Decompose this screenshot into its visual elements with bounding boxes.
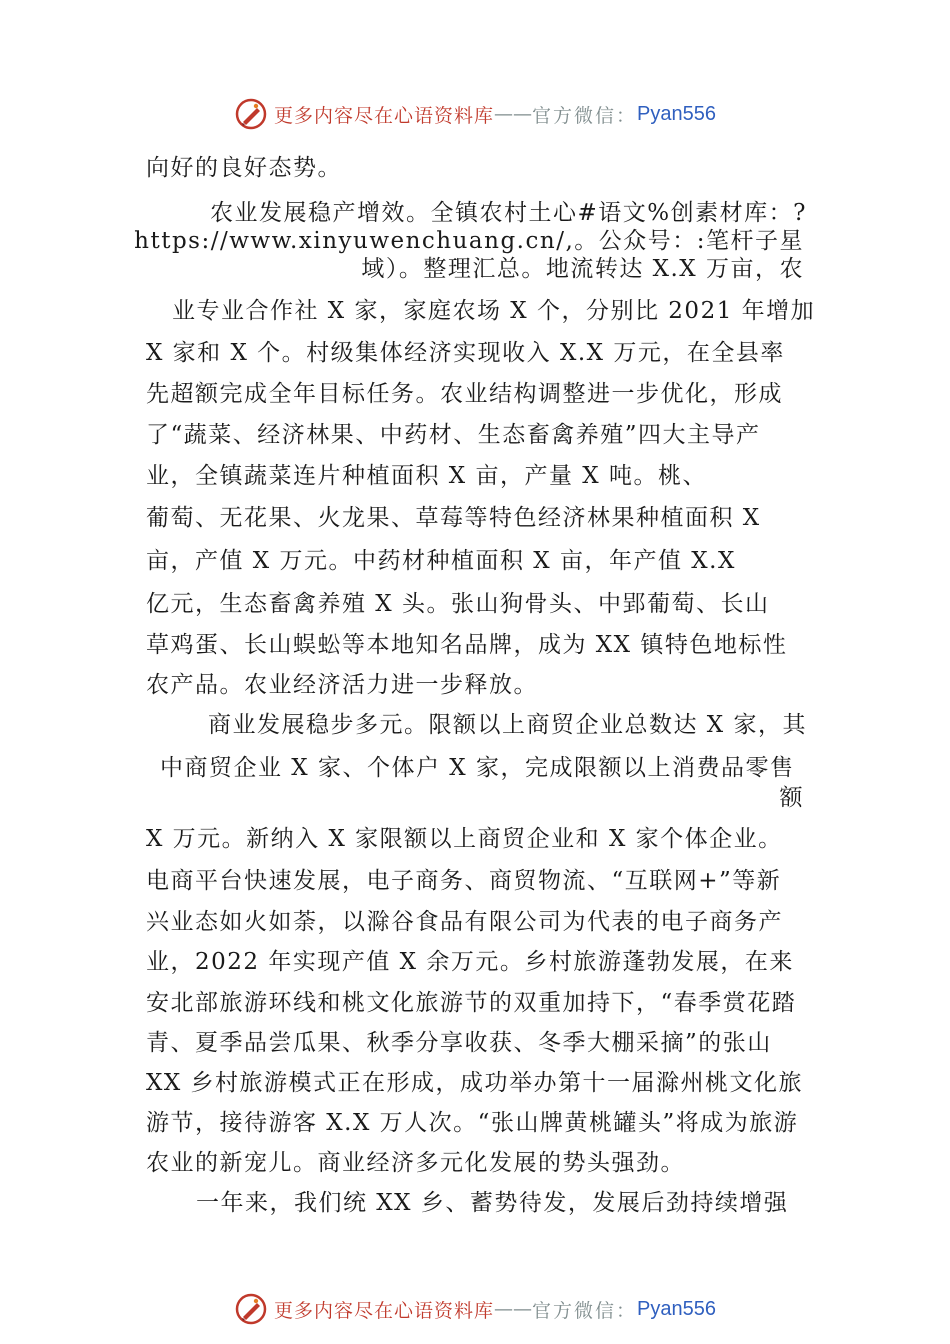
text-line: 了“蔬菜、经济林果、中药材、生态畜禽养殖”四大主导产 (146, 422, 761, 448)
text-line: 一年来，我们统 XX 乡、蓄势待发，发展后劲持续增强 (196, 1190, 789, 1216)
banner-wechat-label: 官方微信： (532, 104, 638, 127)
text-line: 葡萄、无花果、火龙果、草莓等特色经济林果种植面积 X (146, 505, 761, 531)
text-line: 业，2022 年实现产值 X 余万元。乡村旅游蓬勃发展，在来 (146, 949, 794, 975)
banner-wechat-label: 官方微信： (532, 1299, 638, 1322)
text-line: 先超额完成全年目标任务。农业结构调整进一步优化，形成 (146, 381, 783, 407)
text-line: 电商平台快速发展，电子商务、商贸物流、“互联网+”等新 (146, 868, 782, 894)
text-line: https://www.xinyuwenchuang.cn/,。公众号：:笔杆子星 (134, 228, 804, 254)
banner-brand: 更多内容尽在心语资料库 (274, 104, 495, 127)
text-line: 商业发展稳步多元。限额以上商贸企业总数达 X 家，其 (208, 712, 807, 738)
text-line: 业专业合作社 X 家，家庭农场 X 个，分别比 2021 年增加 (172, 298, 816, 324)
text-line: 农业发展稳产增效。全镇农村土心#语文%创素材库：? (210, 200, 807, 226)
text-line: 农业的新宠儿。商业经济多元化发展的势头强劲。 (146, 1150, 685, 1176)
text-line: 额 (779, 785, 804, 811)
text-line: 域）。整理汇总。地流转达 X.X 万亩，农 (361, 256, 804, 282)
text-line: X 家和 X 个。村级集体经济实现收入 X.X 万元，在全县率 (146, 340, 785, 366)
text-line: X 万元。新纳入 X 家限额以上商贸企业和 X 家个体企业。 (146, 826, 783, 852)
text-line: 兴业态如火如荼，以滁谷食品有限公司为代表的电子商务产 (146, 909, 783, 935)
text-line: 向好的良好态势。 (146, 155, 342, 181)
pen-logo-icon (234, 97, 268, 131)
pen-logo-icon (234, 1292, 268, 1326)
banner-wechat-id: Pyan556 (637, 1297, 716, 1320)
text-line: 中商贸企业 X 家、个体户 X 家，完成限额以上消费品零售 (160, 755, 795, 781)
text-line: 亩，产值 X 万元。中药材种植面积 X 亩，年产值 X.X (146, 548, 736, 574)
text-line: 业，全镇蔬菜连片种植面积 X 亩，产量 X 吨。桃、 (146, 463, 707, 489)
banner-separator: —— (494, 103, 533, 125)
text-line: 安北部旅游环线和桃文化旅游节的双重加持下，“春季赏花踏 (146, 990, 797, 1016)
banner-wechat-id: Pyan556 (637, 102, 716, 125)
text-line: 游节，接待游客 X.X 万人次。“张山牌黄桃罐头”将成为旅游 (146, 1110, 799, 1136)
text-line: 农产品。农业经济活力进一步释放。 (146, 672, 538, 698)
text-line: XX 乡村旅游模式正在形成，成功举办第十一届滁州桃文化旅 (146, 1070, 804, 1096)
text-line: 草鸡蛋、长山蜈蚣等本地知名品牌，成为 XX 镇特色地标性 (146, 632, 788, 658)
footer-banner (0, 1289, 950, 1329)
banner-brand: 更多内容尽在心语资料库 (274, 1299, 495, 1322)
banner-separator: —— (494, 1298, 533, 1320)
header-banner (0, 94, 950, 134)
text-line: 青、夏季品尝瓜果、秋季分享收获、冬季大棚采摘”的张山 (146, 1030, 772, 1056)
text-line: 亿元，生态畜禽养殖 X 头。张山狗骨头、中郢葡萄、长山 (146, 591, 770, 617)
